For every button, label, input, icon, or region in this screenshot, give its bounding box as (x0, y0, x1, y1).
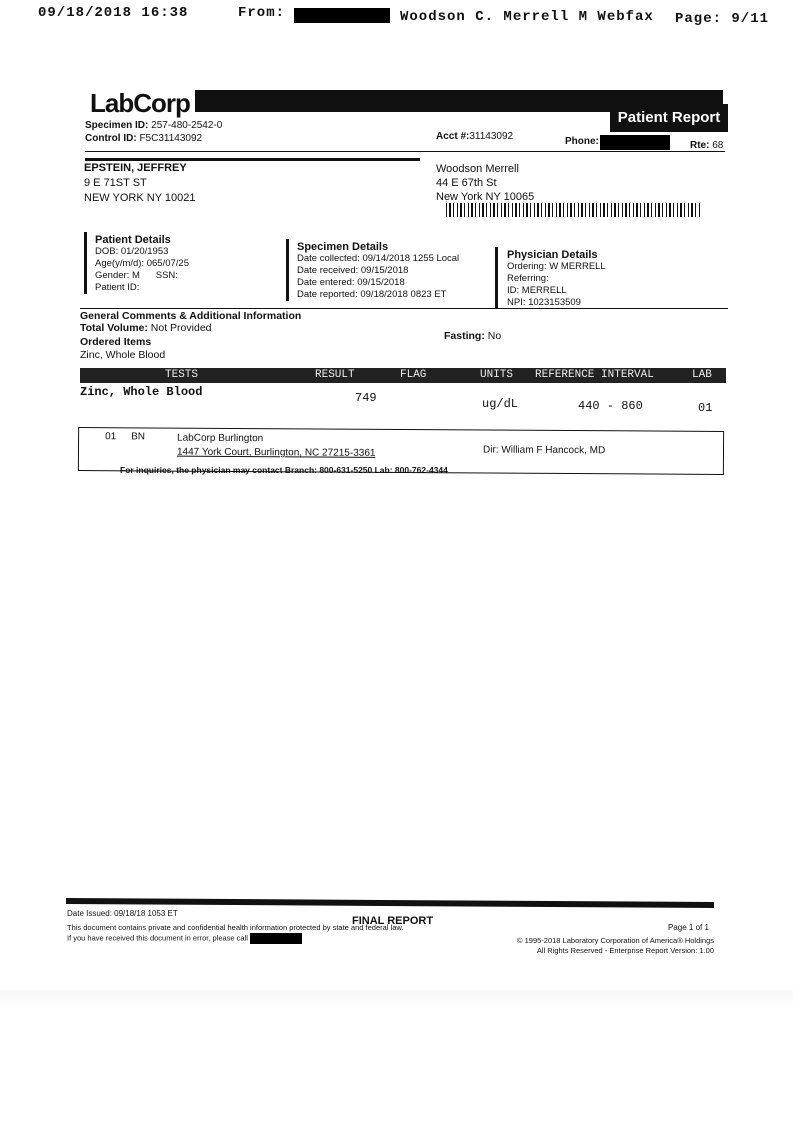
results-table-header (80, 368, 726, 383)
rights-line: All Rights Reserved - Enterprise Report Version: 1.00 (536, 946, 714, 955)
patient-details-title: Patient Details (95, 234, 171, 246)
total-volume: Total Volume: Not Provided (80, 322, 212, 334)
column-header-reference: REFERENCE INTERVAL (535, 369, 654, 381)
scan-shadow (0, 990, 793, 1010)
control-id: Control ID: F5C31143092 (85, 133, 203, 144)
patient-dob: DOB: 01/20/1953 (95, 246, 169, 257)
referring-physician: Referring: (507, 273, 549, 284)
patient-details (95, 234, 189, 294)
test-units: ug/dL (482, 397, 519, 411)
report-title: Patient Report (610, 104, 728, 132)
ordered-item: Zinc, Whole Blood (80, 349, 166, 361)
table-row (80, 385, 726, 415)
phone-redaction (250, 933, 302, 944)
test-reference: 440 - 860 (578, 399, 643, 413)
physician-name: Woodson Merrell (436, 163, 519, 175)
phone-redaction (600, 135, 670, 150)
lab-director: Dir: William F Hancock, MD (482, 444, 606, 457)
postal-barcode (446, 203, 701, 217)
divider (85, 151, 725, 152)
column-header-lab: LAB (692, 369, 712, 381)
date-received: Date received: 09/15/2018 (297, 265, 409, 276)
physician-details (507, 249, 606, 309)
redaction-bar (294, 8, 390, 23)
ordered-items-title: Ordered Items (80, 336, 152, 348)
patient-age: Age(y/m/d): 065/07/25 (95, 258, 189, 269)
lab-name: LabCorp Burlington (177, 432, 264, 445)
column-header-tests: TESTS (165, 369, 199, 381)
footer-page: Page 1 of 1 (668, 923, 709, 932)
labcorp-logo: LabCorp (90, 88, 190, 118)
route-field: Rte: 68 (690, 140, 724, 151)
specimen-details (297, 241, 459, 301)
confidential-line2: If you have received this document in error, please call (67, 933, 403, 944)
confidential-notice (67, 923, 403, 944)
physician-id: ID: MERRELL (507, 285, 567, 296)
section-marker (84, 232, 87, 294)
fax-sender: Woodson C. Merrell M Webfax (400, 9, 654, 25)
fasting: Fasting: No (444, 330, 502, 342)
fax-datetime: 09/18/2018 16:38 (38, 5, 189, 21)
column-header-result: RESULT (315, 369, 355, 381)
column-header-units: UNITS (480, 369, 514, 381)
inquiries-line: For inquiries, the physician may contact Branch: 800-631-5250 Lab: 800-762-4344 (120, 465, 448, 475)
column-header-flag: FLAG (400, 369, 427, 381)
physician-details-title: Physician Details (507, 249, 598, 261)
physician-address (436, 162, 534, 204)
footer-bar (66, 898, 714, 908)
lab-code: 01 (105, 431, 117, 443)
comments-section (80, 310, 301, 334)
section-marker (286, 239, 289, 301)
lab-site: BN (131, 431, 146, 443)
date-collected: Date collected: 09/14/2018 1255 Local (297, 253, 460, 264)
ordered-items (80, 336, 165, 362)
fax-from-label: From: (238, 5, 286, 21)
patient-gender-ssn: Gender: M SSN: (95, 270, 178, 281)
test-name: Zinc, Whole Blood (80, 385, 203, 399)
physician-address-line2: New York NY 10065 (436, 191, 535, 203)
date-reported: Date reported: 09/18/2018 0823 ET (297, 289, 447, 300)
ordering-physician: Ordering: W MERRELL (507, 261, 606, 272)
physician-npi: NPI: 1023153509 (507, 297, 581, 308)
date-entered: Date entered: 09/15/2018 (297, 277, 405, 288)
patient-address (84, 161, 195, 206)
physician-address-line1: 44 E 67th St (436, 177, 497, 189)
fax-header (38, 5, 778, 27)
copyright-notice (494, 936, 714, 956)
comments-title: General Comments & Additional Information (80, 310, 302, 322)
section-marker (495, 247, 498, 309)
patient-address-line2: NEW YORK NY 10021 (84, 192, 196, 204)
patient-id: Patient ID: (95, 282, 140, 293)
divider (80, 308, 728, 309)
test-result: 749 (355, 391, 377, 405)
lab-address: 1447 York Court, Burlington, NC 27215-3361 (176, 446, 376, 459)
date-issued: Date Issued: 09/18/18 1053 ET (67, 909, 178, 918)
patient-address-line1: 9 E 71ST ST (84, 177, 147, 189)
specimen-details-title: Specimen Details (297, 241, 389, 253)
confidential-line1: This document contains private and confidential health information protected by state and federal law. (67, 923, 404, 932)
phone-field: Phone: (565, 136, 599, 147)
copyright-line: © 1995-2018 Laboratory Corporation of America® Holdings (517, 936, 714, 945)
fax-page: Page: 9/11 (675, 11, 770, 27)
patient-name: EPSTEIN, JEFFREY (84, 162, 187, 174)
final-report-label: FINAL REPORT (352, 915, 434, 927)
specimen-id: Specimen ID: 257-480-2542-0 (85, 120, 223, 131)
test-lab: 01 (698, 401, 713, 415)
acct-number: Acct #:31143092 (436, 131, 514, 142)
